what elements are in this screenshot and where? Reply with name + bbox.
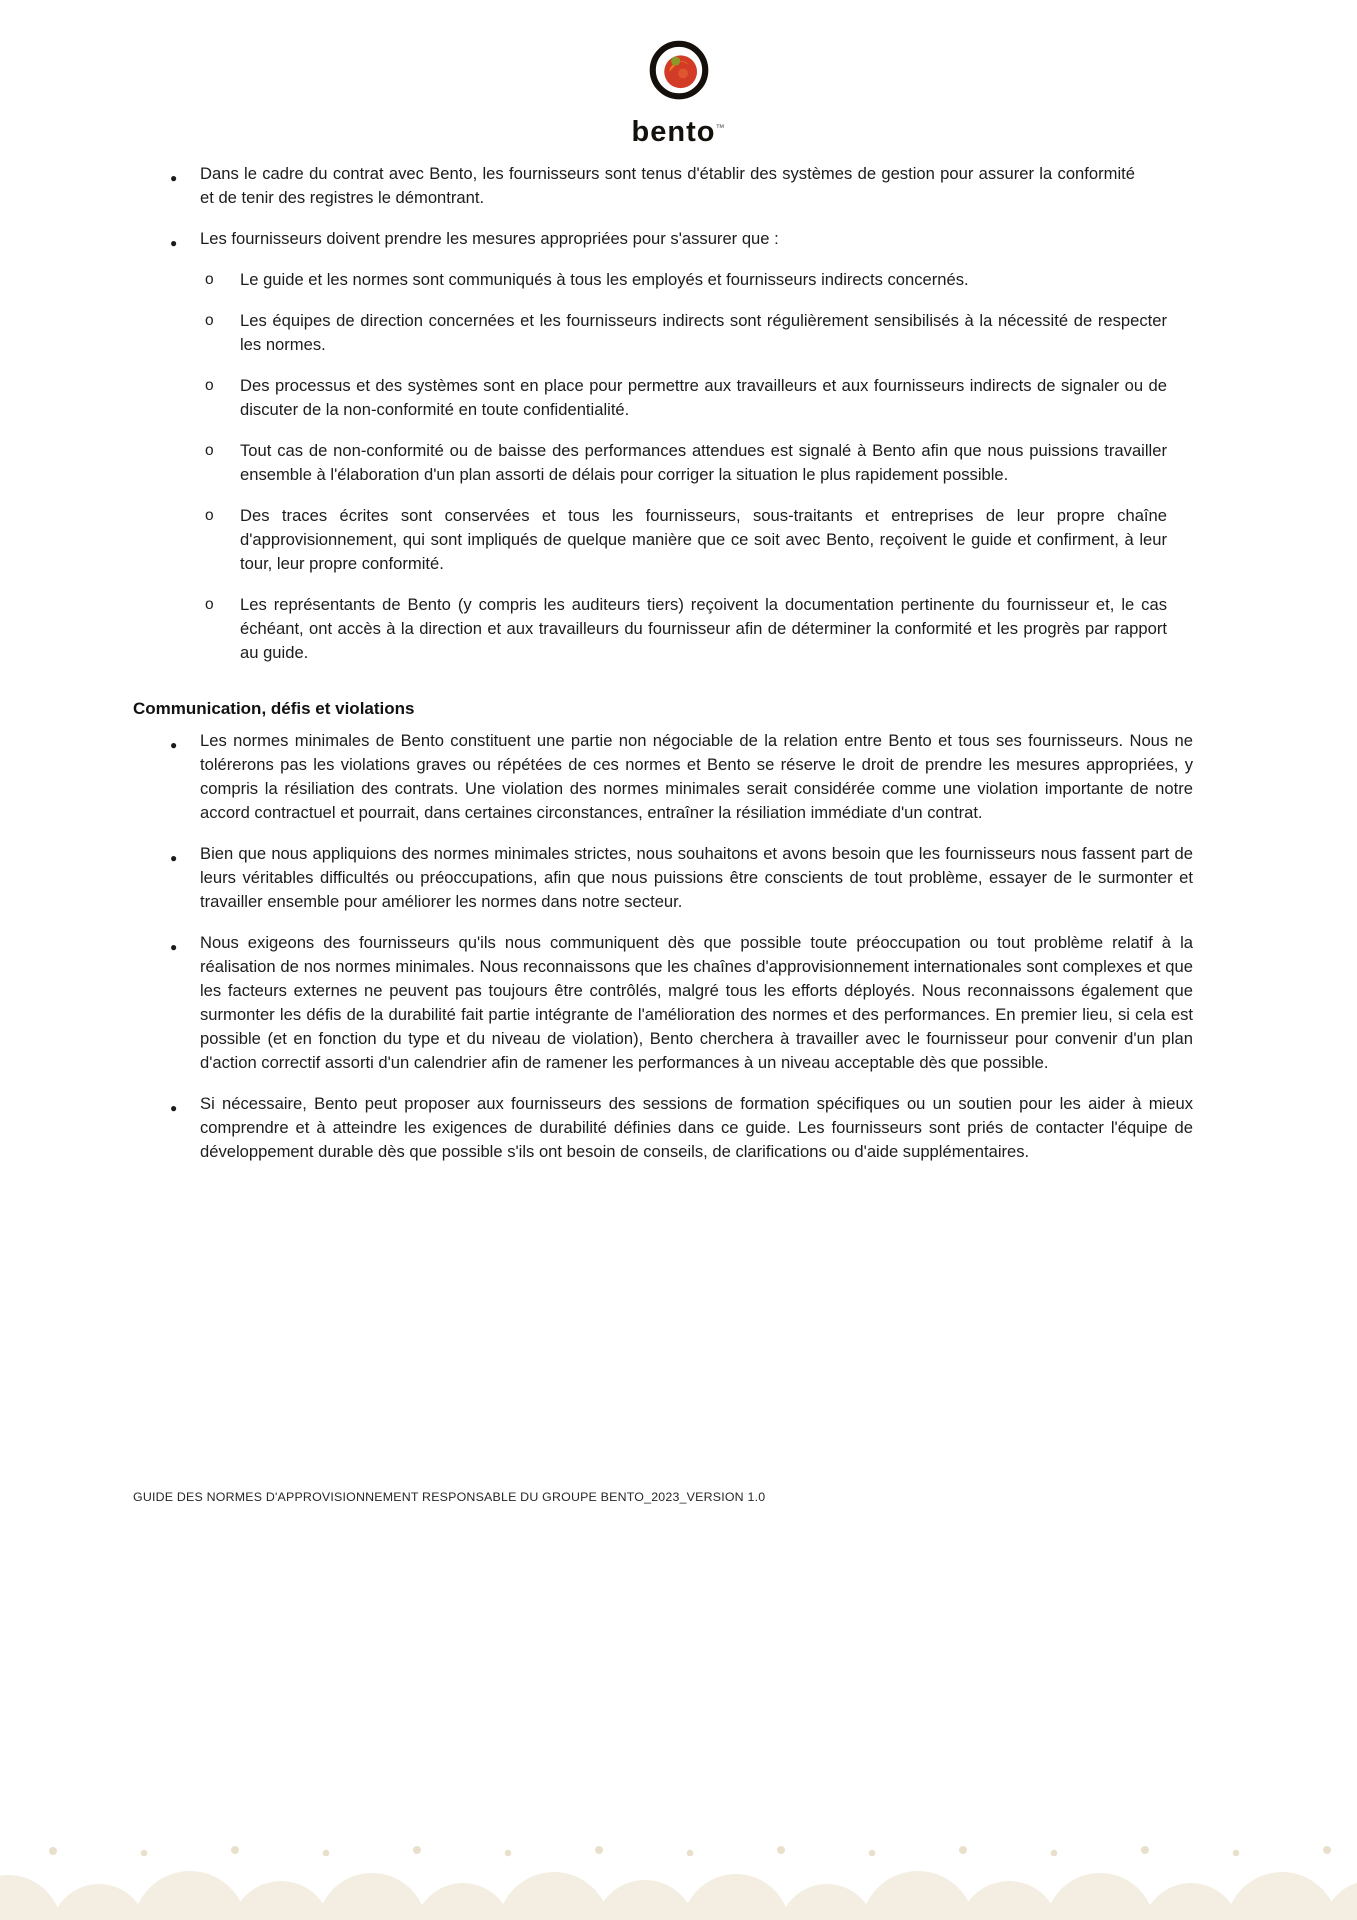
bullet-marker: ●	[170, 171, 178, 185]
sub-bullet-marker: o	[205, 271, 214, 288]
brand-text: bento	[631, 116, 716, 148]
document-footer	[133, 1490, 765, 1504]
bullet-text: Les fournisseurs doivent prendre les mesures appropriées pour s'assurer que :	[200, 229, 779, 248]
sub-bullet-item	[133, 309, 1167, 357]
bullet-item	[133, 1092, 1193, 1164]
brand-logo	[0, 34, 1357, 147]
sub-bullet-marker: o	[205, 596, 214, 613]
sub-bullet-text: Les représentants de Bento (y compris les auditeurs tiers) reçoivent la documentation pertinente du fournisseur et, le cas échéant, ont accès à la direction et aux travailleurs du fournisseur afin de déterminer la conformité et les progrès par rapport au guide.	[240, 595, 1167, 662]
bullet-marker: ●	[170, 851, 178, 865]
bento-logo-icon	[638, 34, 720, 116]
sub-bullet-text: Des processus et des systèmes sont en place pour permettre aux travailleurs et aux fournisseurs indirects de signaler ou de discuter de la non-conformité en toute confidentialité.	[240, 376, 1167, 419]
sub-bullet-marker: o	[205, 377, 214, 394]
sub-bullet-text: Tout cas de non-conformité ou de baisse des performances attendues est signalé à Bento afin que nous puissions travailler ensemble à l'élaboration d'un plan assorti de délais pour corriger la situation le plus rapidement possible.	[240, 441, 1167, 484]
bullet-marker: ●	[170, 940, 178, 954]
sub-bullet-text: Le guide et les normes sont communiqués à tous les employés et fournisseurs indirects concernés.	[240, 270, 969, 289]
bullet-item	[133, 227, 1135, 251]
section-heading: Communication, défis et violations	[133, 699, 415, 718]
sub-bullet-item	[133, 439, 1167, 487]
bullet-marker: ●	[170, 738, 178, 752]
bullet-text: Les normes minimales de Bento constituent une partie non négociable de la relation entre Bento et tous ses fournisseurs. Nous ne tolérerons pas les violations graves ou répétées de ces normes et Bento se réserve le droit de prendre les mesures appropriées, y compris la résiliation des contrats. Une violation des normes minimales serait considérée comme une violation importante de notre accord contractuel et pourrait, dans certaines circonstances, entraîner la résiliation immédiate d'un contrat.	[200, 731, 1193, 822]
bullet-text: Dans le cadre du contrat avec Bento, les fournisseurs sont tenus d'établir des systèmes de gestion pour assurer la conformité et de tenir des registres le démontrant.	[200, 164, 1135, 207]
bullet-marker: ●	[170, 1101, 178, 1115]
intro-bullet-list	[133, 162, 1195, 251]
bullet-text: Nous exigeons des fournisseurs qu'ils nous communiquent dès que possible toute préoccupation ou tout problème relatif à la réalisation de nos normes minimales. Nous reconnaissons que les chaînes d'approvisionnement internationales sont complexes et que les facteurs externes ne peuvent pas toujours être contrôlés, malgré tous les efforts déployés. Nous reconnaissons également que surmonter les défis de la durabilité fait partie intégrante de l'amélioration des normes et des performances. En premier lieu, si cela est possible (et en fonction du type et du niveau de violation), Bento cherchera à travailler avec le fournisseur pour convenir d'un plan d'action correctif assorti d'un calendrier afin de ramener les performances à un niveau acceptable dès que possible.	[200, 933, 1193, 1072]
section-bullet-list	[133, 729, 1195, 1164]
bullet-text: Si nécessaire, Bento peut proposer aux fournisseurs des sessions de formation spécifiques ou un soutien pour les aider à mieux comprendre et à atteindre les exigences de durabilité définies dans ce guide. Les fournisseurs sont priés de contacter l'équipe de développement durable dès que possible s'ils ont besoin de conseils, de clarifications ou d'aide supplémentaires.	[200, 1094, 1193, 1161]
sub-bullet-item	[133, 593, 1167, 665]
bullet-item	[133, 842, 1193, 914]
trademark-mark: ™	[715, 122, 726, 133]
sub-bullet-text: Les équipes de direction concernées et les fournisseurs indirects sont régulièrement sensibilisés à la nécessité de respecter les normes.	[240, 311, 1167, 354]
bullet-item	[133, 931, 1193, 1075]
sub-bullet-marker: o	[205, 507, 214, 524]
sub-bullet-marker: o	[205, 442, 214, 459]
brand-wordmark	[632, 118, 726, 147]
sub-bullet-item	[133, 268, 1167, 292]
bullet-marker: ●	[170, 236, 178, 250]
scalloped-border-decoration	[0, 1835, 1357, 1920]
sub-bullet-item	[133, 504, 1167, 576]
bullet-text: Bien que nous appliquions des normes minimales strictes, nous souhaitons et avons besoin que les fournisseurs nous fassent part de leurs véritables difficultés ou préoccupations, afin que nous puissions être conscients de tout problème, essayer de le surmonter et travailler ensemble pour améliorer les normes dans notre secteur.	[200, 844, 1193, 911]
sub-bullet-marker: o	[205, 312, 214, 329]
document-body	[133, 162, 1195, 1181]
bullet-item	[133, 729, 1193, 825]
bullet-item	[133, 162, 1135, 210]
sub-bullet-text: Des traces écrites sont conservées et tous les fournisseurs, sous-traitants et entreprises de leur propre chaîne d'approvisionnement, qui sont impliqués de quelque manière que ce soit avec Bento, reçoivent le guide et confirment, à leur tour, leur propre conformité.	[240, 506, 1167, 573]
sub-bullet-list	[133, 268, 1195, 665]
sub-bullet-item	[133, 374, 1167, 422]
footer-text: GUIDE DES NORMES D'APPROVISIONNEMENT RESPONSABLE DU GROUPE BENTO_2023_VERSION 1.0	[133, 1490, 766, 1504]
